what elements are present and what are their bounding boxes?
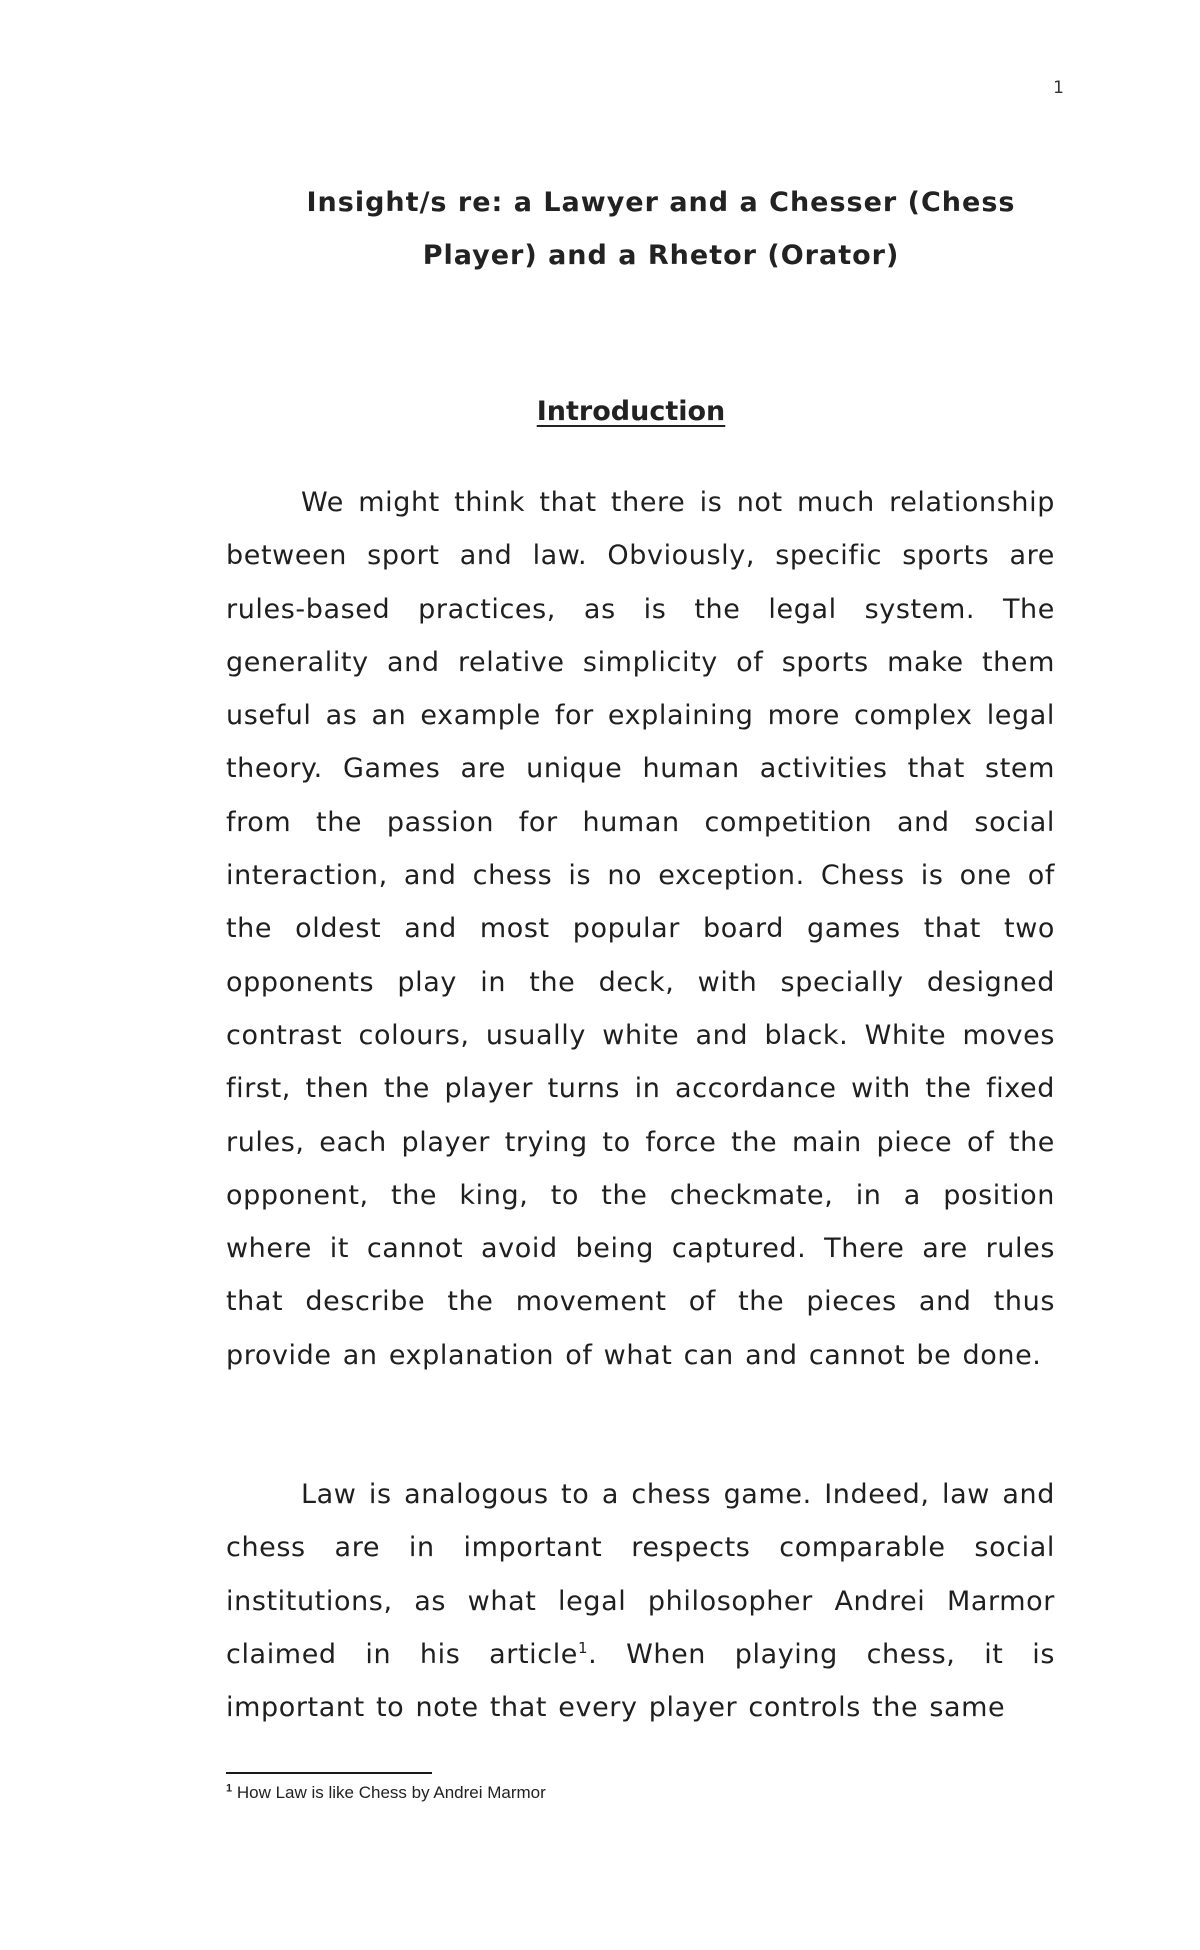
page-number: 1 — [1053, 78, 1064, 98]
footnote-reference[interactable]: 1 — [578, 1638, 589, 1657]
footnote-marker: 1 — [226, 1782, 233, 1795]
paragraph-2-text-start: Law is analogous to a chess game. Indeed, law and chess are in important respects comparable social institutions, as what legal philosopher Andrei Marmor claimed in his article — [226, 1479, 1055, 1670]
document-title — [226, 176, 1096, 282]
title-line-1: Insight/s re: a Lawyer and a Chesser (Chess — [306, 187, 1016, 218]
body-paragraph-1: We might think that there is not much relationship between sport and law. Obviously, specific sports are rules-based practices, as is the legal system. The generality and relative simplicity of sports make them useful as an example for explaining more complex legal theory. Games are unique human activities that stem from the passion for human competition and social interaction, and chess is no exception. Chess is one of the oldest and most popular board games that two opponents play in the deck, with specially designed contrast colours, usually white and black. White moves first, then the player turns in accordance with the fixed rules, each player trying to force the main piece of the opponent, the king, to the checkmate, in a position where it cannot avoid being captured. There are rules that describe the movement of the pieces and thus provide an explanation of what can and cannot be done. — [226, 487, 1055, 1371]
footnote — [226, 1783, 1026, 1803]
footnote-separator — [226, 1772, 432, 1774]
title-line-2: Player) and a Rhetor (Orator) — [422, 240, 900, 271]
section-heading-introduction: Introduction — [536, 396, 726, 427]
paragraph-2-text-end: . When playing chess, it is important to note that every player controls the same — [226, 1638, 1055, 1724]
footnote-text: How Law is like Chess by Andrei Marmor — [236, 1783, 546, 1802]
body-paragraph-2 — [226, 1468, 1055, 1734]
